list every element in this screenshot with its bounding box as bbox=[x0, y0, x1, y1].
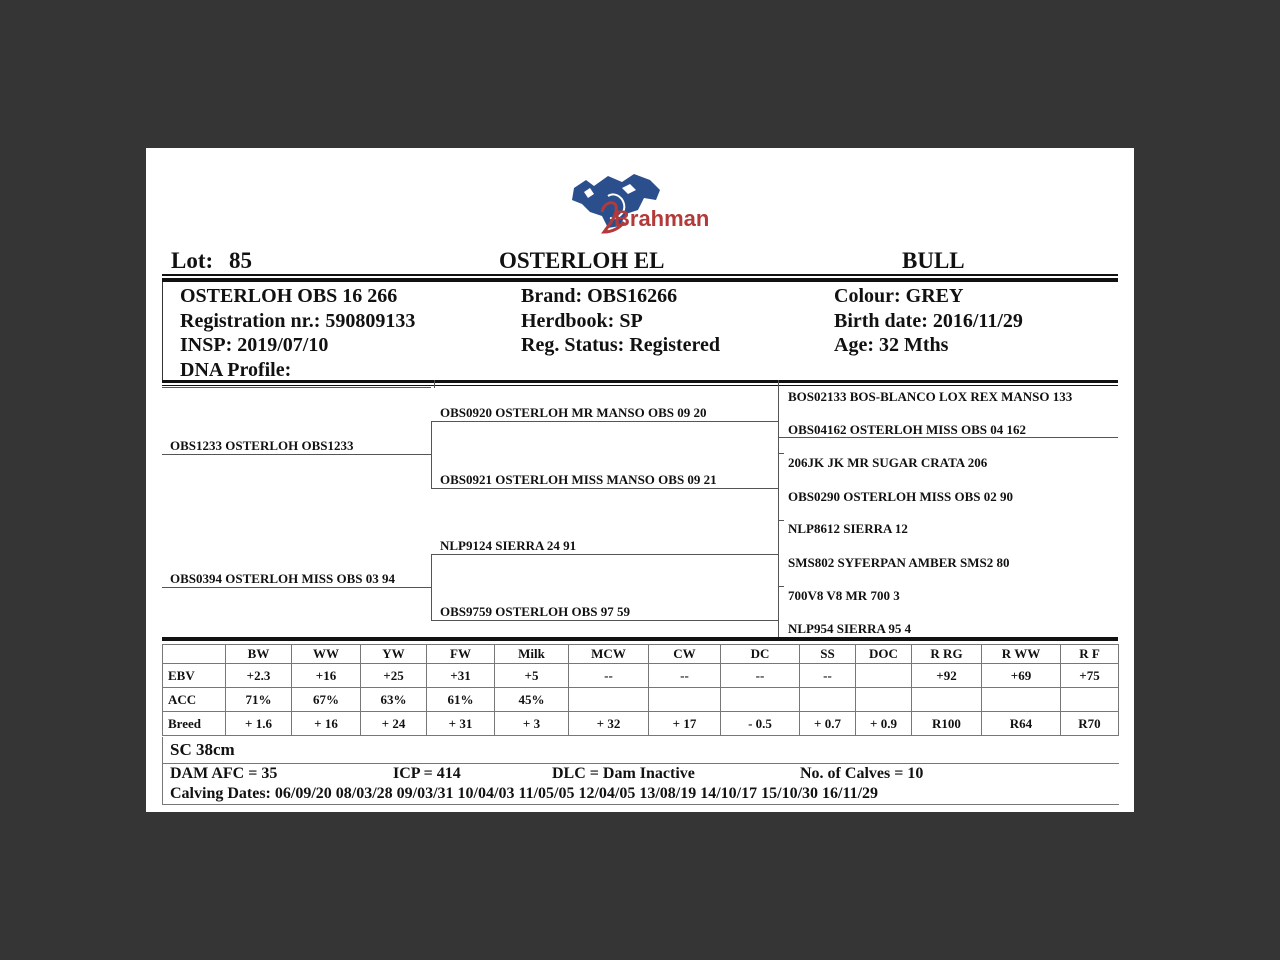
insp-date: INSP: 2019/07/10 bbox=[180, 334, 329, 356]
ebv-header: R F bbox=[1061, 645, 1119, 664]
header-rule-thin bbox=[162, 274, 1118, 276]
breed-cell: + 1.6 bbox=[226, 712, 292, 736]
ebv-cell: +31 bbox=[427, 664, 495, 688]
ebv-header: WW bbox=[292, 645, 361, 664]
breed-cell: R100 bbox=[912, 712, 982, 736]
ebv-cell: +75 bbox=[1061, 664, 1119, 688]
gen2-ancestor: OBS0920 OSTERLOH MR MANSO OBS 09 20 bbox=[440, 405, 707, 420]
breed-cell: R70 bbox=[1061, 712, 1119, 736]
breed-cell: + 17 bbox=[649, 712, 721, 736]
dam-afc: DAM AFC = 35 bbox=[170, 765, 278, 782]
number-of-calves: No. of Calves = 10 bbox=[800, 765, 924, 782]
ebv-header: DOC bbox=[856, 645, 912, 664]
gen3-ancestor: NLP954 SIERRA 95 4 bbox=[788, 621, 912, 636]
gen2-bracket bbox=[431, 421, 432, 488]
acc-cell bbox=[1061, 688, 1119, 712]
details-col-1 bbox=[180, 284, 415, 382]
ebv-cell: -- bbox=[800, 664, 856, 688]
ebv-header: MCW bbox=[569, 645, 649, 664]
ebv-cell: +5 bbox=[495, 664, 569, 688]
gen3-separator bbox=[778, 437, 1118, 438]
acc-cell: ACC bbox=[163, 688, 226, 712]
breed-cell: R64 bbox=[982, 712, 1061, 736]
ebv-header: Milk bbox=[495, 645, 569, 664]
header-rule-thick bbox=[162, 278, 1118, 282]
acc-cell bbox=[982, 688, 1061, 712]
ebv-cell: EBV bbox=[163, 664, 226, 688]
reg-status: Reg. Status: Registered bbox=[521, 334, 721, 356]
gen2-line bbox=[431, 421, 779, 422]
breed-row bbox=[163, 712, 1119, 736]
age: Age: 32 Mths bbox=[834, 334, 949, 356]
gen2-line bbox=[431, 620, 779, 621]
ebv-header: R WW bbox=[982, 645, 1061, 664]
animal-type: BULL bbox=[902, 248, 965, 273]
ebv-cell: +25 bbox=[361, 664, 427, 688]
breed-cell: + 31 bbox=[427, 712, 495, 736]
acc-cell bbox=[721, 688, 800, 712]
gen3-tick bbox=[778, 453, 784, 454]
ebv-cell: -- bbox=[649, 664, 721, 688]
ebv-cell: +92 bbox=[912, 664, 982, 688]
pedigree-bottom-rule bbox=[162, 637, 1118, 641]
ebv-row bbox=[163, 664, 1119, 688]
details-col-3 bbox=[834, 284, 1023, 358]
gen3-ancestor: NLP8612 SIERRA 12 bbox=[788, 521, 908, 536]
sale-lot-card bbox=[146, 148, 1134, 812]
breed-cell: Breed bbox=[163, 712, 226, 736]
info-rule-thin bbox=[162, 385, 1118, 386]
acc-cell: 63% bbox=[361, 688, 427, 712]
gen2-tick bbox=[434, 380, 435, 388]
lot-number: 85 bbox=[229, 248, 252, 273]
ebv-header: SS bbox=[800, 645, 856, 664]
animal-name: OSTERLOH OBS 16 266 bbox=[180, 285, 398, 307]
breed-cell: + 0.9 bbox=[856, 712, 912, 736]
ebv-cell: +69 bbox=[982, 664, 1061, 688]
gen2-ancestor: NLP9124 SIERRA 24 91 bbox=[440, 538, 577, 553]
acc-cell bbox=[569, 688, 649, 712]
herdbook: Herdbook: SP bbox=[521, 309, 643, 332]
ebv-header-row bbox=[163, 645, 1119, 664]
gen1-top-line bbox=[162, 387, 431, 388]
ebv-header: R RG bbox=[912, 645, 982, 664]
scrotal-circumference: SC 38cm bbox=[170, 740, 235, 759]
lot-label: Lot: bbox=[171, 248, 214, 273]
breed-cell: + 0.7 bbox=[800, 712, 856, 736]
gen3-ancestor: SMS802 SYFERPAN AMBER SMS2 80 bbox=[788, 555, 1010, 570]
ebv-header: BW bbox=[226, 645, 292, 664]
gen3-tick bbox=[778, 520, 784, 521]
ebv-cell bbox=[856, 664, 912, 688]
logo-text: Brahman bbox=[614, 206, 710, 231]
acc-cell bbox=[649, 688, 721, 712]
ebv-header: CW bbox=[649, 645, 721, 664]
ebv-header: FW bbox=[427, 645, 495, 664]
brand: Brand: OBS16266 bbox=[521, 285, 678, 307]
dna-profile: DNA Profile: bbox=[180, 358, 292, 381]
ebv-cell: +2.3 bbox=[226, 664, 292, 688]
sire: OBS1233 OSTERLOH OBS1233 bbox=[170, 438, 354, 453]
breed-cell: + 32 bbox=[569, 712, 649, 736]
info-left-border bbox=[162, 282, 163, 382]
sc-box bbox=[162, 737, 1119, 764]
gen2-line bbox=[431, 488, 779, 489]
acc-row bbox=[163, 688, 1119, 712]
birth-date: Birth date: 2016/11/29 bbox=[834, 309, 1023, 332]
acc-cell: 71% bbox=[226, 688, 292, 712]
acc-cell: 45% bbox=[495, 688, 569, 712]
ebv-header bbox=[163, 645, 226, 664]
gen2-bracket bbox=[431, 554, 432, 620]
breed-cell: + 3 bbox=[495, 712, 569, 736]
gen3-ancestor: OBS04162 OSTERLOH MISS OBS 04 162 bbox=[788, 422, 1027, 437]
gen3-ancestor: 206JK JK MR SUGAR CRATA 206 bbox=[788, 455, 988, 470]
animal-title: OSTERLOH EL bbox=[499, 248, 665, 273]
ebv-table bbox=[162, 644, 1119, 736]
ebv-cell: -- bbox=[569, 664, 649, 688]
details-col-2 bbox=[521, 284, 720, 358]
colour: Colour: GREY bbox=[834, 285, 964, 307]
acc-cell bbox=[856, 688, 912, 712]
gen2-ancestor: OBS0921 OSTERLOH MISS MANSO OBS 09 21 bbox=[440, 472, 717, 487]
ebv-header: DC bbox=[721, 645, 800, 664]
acc-cell: 67% bbox=[292, 688, 361, 712]
breed-cell: + 16 bbox=[292, 712, 361, 736]
brahman-logo bbox=[564, 166, 714, 238]
breed-cell: - 0.5 bbox=[721, 712, 800, 736]
gen3-ancestor: OBS0290 OSTERLOH MISS OBS 02 90 bbox=[788, 489, 1014, 504]
calving-dates: Calving Dates: 06/09/20 08/03/28 09/03/31 10/04/03 11/05/05 12/04/05 13/08/19 14/10/17 15/10/30 16/11/29 bbox=[170, 785, 879, 802]
gen2-line bbox=[431, 554, 779, 555]
ebv-header: YW bbox=[361, 645, 427, 664]
acc-cell bbox=[800, 688, 856, 712]
gen3-divider bbox=[778, 380, 779, 638]
dam-line bbox=[162, 587, 431, 588]
gen2-ancestor: OBS9759 OSTERLOH OBS 97 59 bbox=[440, 604, 630, 619]
ebv-cell: -- bbox=[721, 664, 800, 688]
acc-cell: 61% bbox=[427, 688, 495, 712]
gen3-ancestor: BOS02133 BOS-BLANCO LOX REX MANSO 133 bbox=[788, 389, 1073, 404]
acc-cell bbox=[912, 688, 982, 712]
ebv-cell: +16 bbox=[292, 664, 361, 688]
dam-icp: ICP = 414 bbox=[393, 765, 461, 782]
sire-line bbox=[162, 454, 431, 455]
registration-number: Registration nr.: 590809133 bbox=[180, 309, 416, 332]
dam: OBS0394 OSTERLOH MISS OBS 03 94 bbox=[170, 571, 396, 586]
dam-dlc: DLC = Dam Inactive bbox=[552, 765, 695, 782]
breed-cell: + 24 bbox=[361, 712, 427, 736]
gen3-ancestor: 700V8 V8 MR 700 3 bbox=[788, 588, 900, 603]
gen3-tick bbox=[778, 586, 784, 587]
info-rule-thick bbox=[162, 380, 1118, 383]
